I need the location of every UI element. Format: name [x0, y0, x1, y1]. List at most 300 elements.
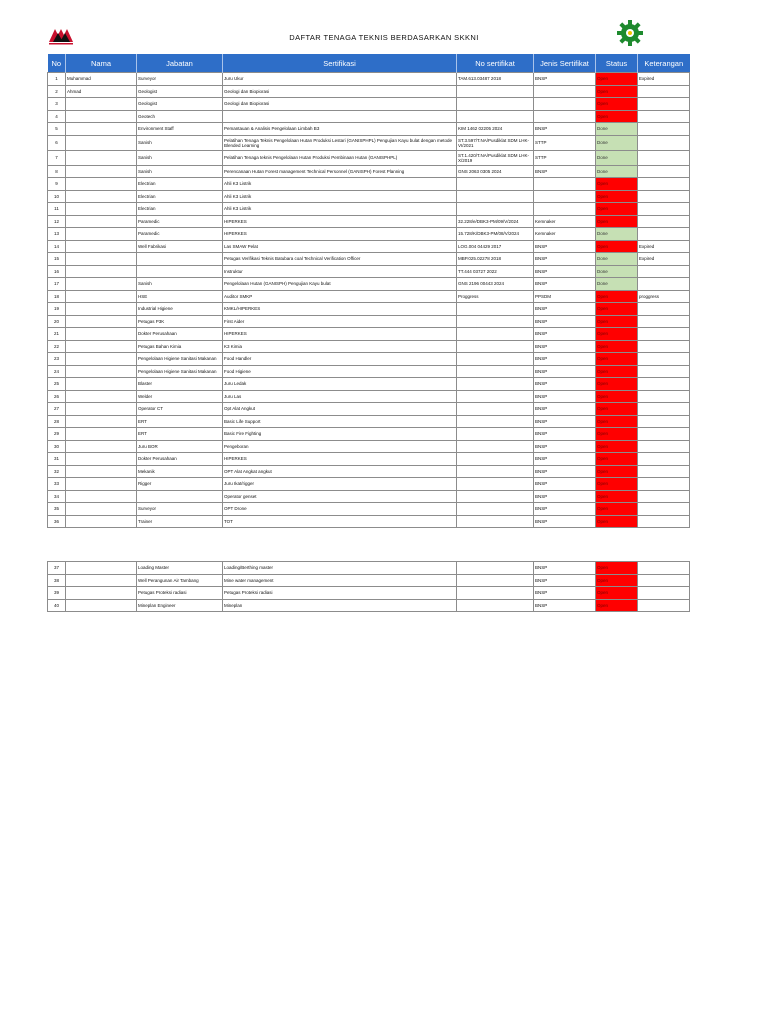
table-row	[48, 587, 690, 600]
cell-status: Done	[596, 165, 638, 178]
cell-keterangan: Expired	[638, 253, 690, 266]
cell-status: Open	[596, 365, 638, 378]
cell-sertifikasi: Geologi dan Biopiorasi	[223, 98, 457, 111]
cell-status: Open	[596, 599, 638, 612]
cell-nama	[66, 428, 137, 441]
cell-keterangan	[638, 574, 690, 587]
cell-jabatan: Dokter Perusahaan	[137, 328, 223, 341]
table-row	[48, 562, 690, 575]
cell-no: 21	[48, 328, 66, 341]
cell-no-sertifikat	[457, 465, 534, 478]
cell-nama	[66, 215, 137, 228]
cell-no-sertifikat	[457, 599, 534, 612]
cell-no-sertifikat: ST.1.420/T.NA/Pusdiklat SDM LHK-X/2019	[457, 150, 534, 165]
cell-no-sertifikat: ST.3.597/T.NA/Pusdiklat SDM LHK-VI/2021	[457, 135, 534, 150]
cell-sertifikasi: First Aider	[223, 315, 457, 328]
cell-keterangan	[638, 340, 690, 353]
table-row	[48, 178, 690, 191]
cell-keterangan	[638, 190, 690, 203]
cell-no-sertifikat	[457, 428, 534, 441]
cell-jabatan: Pengelolaan Higiene Sanitasi Makanan	[137, 353, 223, 366]
cell-jabatan: Paramedic	[137, 215, 223, 228]
tenaga-teknis-table	[47, 54, 690, 528]
cell-no-sertifikat	[457, 574, 534, 587]
cell-jenis-sertifikat	[534, 203, 596, 216]
cell-sertifikasi: Opt Alat Angkut	[223, 403, 457, 416]
cell-jenis-sertifikat: BNSP	[534, 73, 596, 86]
cell-keterangan	[638, 328, 690, 341]
cell-status: Open	[596, 415, 638, 428]
cell-no-sertifikat: GNS 2063 0305 2024	[457, 165, 534, 178]
cell-no-sertifikat	[457, 315, 534, 328]
cell-nama	[66, 98, 137, 111]
cell-status: Open	[596, 203, 638, 216]
cell-jenis-sertifikat: BNSP	[534, 315, 596, 328]
cell-no: 13	[48, 228, 66, 241]
header-sertifikasi: Sertifikasi	[223, 54, 457, 73]
cell-sertifikasi: Las SMAW Pelat	[223, 240, 457, 253]
cell-jabatan: Operator CT	[137, 403, 223, 416]
cell-sertifikasi: Pengelolaan Hutan (GANISPH) Pengujian Kayu bulat	[223, 278, 457, 291]
cell-nama	[66, 440, 137, 453]
cell-status: Open	[596, 503, 638, 516]
table-row	[48, 465, 690, 478]
cell-keterangan	[638, 303, 690, 316]
cell-jabatan: Mineplan Engineer	[137, 599, 223, 612]
cell-jabatan: Petugas Proteksi radiasi	[137, 587, 223, 600]
table-row	[48, 265, 690, 278]
table-row	[48, 278, 690, 291]
cell-status: Open	[596, 215, 638, 228]
cell-nama	[66, 503, 137, 516]
cell-sertifikasi: Mine water management	[223, 574, 457, 587]
cell-no-sertifikat: LOG.004 04429 2017	[457, 240, 534, 253]
cell-nama	[66, 328, 137, 341]
cell-no: 33	[48, 478, 66, 491]
cell-nama: Ahmad	[66, 85, 137, 98]
cell-no: 1	[48, 73, 66, 86]
cell-jabatan: ERT	[137, 428, 223, 441]
header-jabatan: Jabatan	[137, 54, 223, 73]
cell-no-sertifikat	[457, 587, 534, 600]
cell-no: 12	[48, 215, 66, 228]
cell-sertifikasi: Operator genset	[223, 490, 457, 503]
cell-no: 35	[48, 503, 66, 516]
cell-jenis-sertifikat: BNSP	[534, 503, 596, 516]
cell-status: Open	[596, 587, 638, 600]
cell-nama	[66, 228, 137, 241]
cell-sertifikasi: Mineplan	[223, 599, 457, 612]
cell-sertifikasi: Juru Ledak	[223, 378, 457, 391]
cell-nama	[66, 378, 137, 391]
cell-nama	[66, 278, 137, 291]
cell-status: Open	[596, 290, 638, 303]
table-row	[48, 403, 690, 416]
cell-nama	[66, 465, 137, 478]
cell-jenis-sertifikat: BNSP	[534, 440, 596, 453]
cell-nama	[66, 135, 137, 150]
table-row	[48, 240, 690, 253]
cell-nama	[66, 365, 137, 378]
cell-jenis-sertifikat: Kemnaker	[534, 228, 596, 241]
cell-jenis-sertifikat: BNSP	[534, 278, 596, 291]
cell-no: 32	[48, 465, 66, 478]
cell-jabatan: Industrial Higiene	[137, 303, 223, 316]
table-row	[48, 290, 690, 303]
cell-no-sertifikat	[457, 190, 534, 203]
cell-keterangan: proggress	[638, 290, 690, 303]
cell-jabatan: Sanish	[137, 165, 223, 178]
cell-status: Open	[596, 490, 638, 503]
cell-nama	[66, 315, 137, 328]
cell-jenis-sertifikat: BNSP	[534, 428, 596, 441]
cell-jabatan: Sanish	[137, 150, 223, 165]
cell-jabatan: Blaster	[137, 378, 223, 391]
cell-sertifikasi: TOT	[223, 515, 457, 528]
cell-no: 22	[48, 340, 66, 353]
cell-no: 18	[48, 290, 66, 303]
table-row	[48, 515, 690, 528]
cell-jenis-sertifikat: BNSP	[534, 165, 596, 178]
cell-no: 23	[48, 353, 66, 366]
cell-jabatan: Petugas Bahan Kimia	[137, 340, 223, 353]
cell-jenis-sertifikat: BNSP	[534, 303, 596, 316]
cell-jenis-sertifikat: BNSP	[534, 465, 596, 478]
cell-jenis-sertifikat	[534, 190, 596, 203]
cell-jabatan: Environment Staff	[137, 123, 223, 136]
header-status: Status	[596, 54, 638, 73]
cell-no: 31	[48, 453, 66, 466]
cell-sertifikasi: KMKL/HIPERKES	[223, 303, 457, 316]
cell-status: Done	[596, 278, 638, 291]
cell-jabatan: ERT	[137, 415, 223, 428]
cell-nama: Muhammad	[66, 73, 137, 86]
table-row	[48, 228, 690, 241]
cell-keterangan	[638, 150, 690, 165]
cell-nama	[66, 562, 137, 575]
cell-status: Open	[596, 98, 638, 111]
cell-keterangan	[638, 178, 690, 191]
cell-no: 3	[48, 98, 66, 111]
cell-no-sertifikat: 15.728/K/DBK3-PM/08/V/2024	[457, 228, 534, 241]
cell-sertifikasi: Ahli K3 Listrik	[223, 190, 457, 203]
table-row	[48, 390, 690, 403]
cell-no-sertifikat: TAM.613.03487 2018	[457, 73, 534, 86]
cell-status: Open	[596, 178, 638, 191]
cell-status: Open	[596, 328, 638, 341]
table-row	[48, 328, 690, 341]
cell-jenis-sertifikat	[534, 110, 596, 123]
cell-no: 37	[48, 562, 66, 575]
cell-sertifikasi: Instruktur	[223, 265, 457, 278]
table-row	[48, 574, 690, 587]
cell-no: 29	[48, 428, 66, 441]
table-row	[48, 135, 690, 150]
cell-no-sertifikat: GNS 2196 00443 2024	[457, 278, 534, 291]
cell-no: 26	[48, 390, 66, 403]
cell-status: Done	[596, 135, 638, 150]
cell-jabatan: Sanish	[137, 135, 223, 150]
cell-jenis-sertifikat: Kemnaker	[534, 215, 596, 228]
cell-nama	[66, 290, 137, 303]
cell-keterangan	[638, 599, 690, 612]
cell-keterangan	[638, 587, 690, 600]
cell-no-sertifikat	[457, 390, 534, 403]
cell-jabatan: Geotech	[137, 110, 223, 123]
cell-no-sertifikat	[457, 85, 534, 98]
cell-no-sertifikat	[457, 303, 534, 316]
cell-jenis-sertifikat: BNSP	[534, 453, 596, 466]
cell-nama	[66, 265, 137, 278]
cell-sertifikasi: Perencanaan Hutan Forest management Technical Personnel (GANISPH) Forest Planning	[223, 165, 457, 178]
cell-status: Done	[596, 265, 638, 278]
table-row	[48, 165, 690, 178]
cell-keterangan	[638, 503, 690, 516]
cell-no: 4	[48, 110, 66, 123]
cell-nama	[66, 353, 137, 366]
cell-jenis-sertifikat: BNSP	[534, 378, 596, 391]
cell-jabatan: Paramedic	[137, 228, 223, 241]
cell-no-sertifikat	[457, 490, 534, 503]
cell-sertifikasi: HIPERKES	[223, 228, 457, 241]
cell-no-sertifikat	[457, 110, 534, 123]
cell-no: 8	[48, 165, 66, 178]
cell-sertifikasi: OPT Alat Angkat angkut	[223, 465, 457, 478]
page-title: DAFTAR TENAGA TEKNIS BERDASARKAN SKKNI	[289, 33, 479, 42]
cell-status: Open	[596, 378, 638, 391]
cell-keterangan	[638, 378, 690, 391]
cell-jabatan: HSE	[137, 290, 223, 303]
cell-no-sertifikat	[457, 98, 534, 111]
header-no-sertifikat: No sertifikat	[457, 54, 534, 73]
cell-sertifikasi: Pelatihan Tenaga teknis Pengelolaan Hutan Produksi Pembinaan Hutan (GANISPHPL)	[223, 150, 457, 165]
cell-jenis-sertifikat: PPSDM	[534, 290, 596, 303]
cell-jenis-sertifikat: BNSP	[534, 240, 596, 253]
cell-sertifikasi: Ahli K3 Listrik	[223, 203, 457, 216]
cell-jabatan: Surveyor	[137, 503, 223, 516]
cell-sertifikasi: Auditor SMKP	[223, 290, 457, 303]
cell-sertifikasi: Juru Ikat/rigger	[223, 478, 457, 491]
cell-status: Open	[596, 340, 638, 353]
cell-jenis-sertifikat: BNSP	[534, 340, 596, 353]
cell-status: Open	[596, 73, 638, 86]
cell-no-sertifikat: MBP.025.02278 2018	[457, 253, 534, 266]
table-row	[48, 340, 690, 353]
cell-status: Open	[596, 303, 638, 316]
cell-jabatan: Well Fabrikasi	[137, 240, 223, 253]
cell-jenis-sertifikat	[534, 85, 596, 98]
cell-jenis-sertifikat: BNSP	[534, 390, 596, 403]
cell-keterangan	[638, 228, 690, 241]
cell-sertifikasi: HIPERKES	[223, 215, 457, 228]
cell-status: Open	[596, 453, 638, 466]
cell-keterangan	[638, 315, 690, 328]
cell-keterangan	[638, 403, 690, 416]
cell-no: 14	[48, 240, 66, 253]
table-row	[48, 110, 690, 123]
cell-nama	[66, 574, 137, 587]
table-row	[48, 315, 690, 328]
gear-icon	[616, 19, 644, 47]
cell-status: Done	[596, 253, 638, 266]
cell-status: Done	[596, 228, 638, 241]
table-row	[48, 203, 690, 216]
header-no: No	[48, 54, 66, 73]
cell-status: Done	[596, 150, 638, 165]
cell-jenis-sertifikat: BNSP	[534, 562, 596, 575]
cell-jabatan	[137, 490, 223, 503]
cell-jenis-sertifikat	[534, 98, 596, 111]
cell-jenis-sertifikat: BNSP	[534, 253, 596, 266]
cell-jabatan: Pengelolaan Higiene Sanitasi Makanan	[137, 365, 223, 378]
cell-status: Open	[596, 562, 638, 575]
table-row	[48, 378, 690, 391]
cell-sertifikasi: Ahli K3 Listrik	[223, 178, 457, 191]
cell-keterangan	[638, 278, 690, 291]
cell-keterangan	[638, 453, 690, 466]
cell-jabatan: Mekanik	[137, 465, 223, 478]
cell-sertifikasi: Pemantauan & Analisis Pengelolaan Limbah B3	[223, 123, 457, 136]
cell-no-sertifikat	[457, 340, 534, 353]
cell-sertifikasi: Petugas Proteksi radiasi	[223, 587, 457, 600]
cell-keterangan: Expired	[638, 240, 690, 253]
cell-jabatan	[137, 253, 223, 266]
cell-no: 16	[48, 265, 66, 278]
cell-keterangan	[638, 478, 690, 491]
cell-nama	[66, 403, 137, 416]
cell-no-sertifikat	[457, 353, 534, 366]
cell-jabatan: Dokter Perusahaan	[137, 453, 223, 466]
table-row	[48, 73, 690, 86]
cell-nama	[66, 453, 137, 466]
cell-sertifikasi: Juru Las	[223, 390, 457, 403]
cell-jenis-sertifikat: BNSP	[534, 123, 596, 136]
cell-sertifikasi: Pengeboran	[223, 440, 457, 453]
cell-no-sertifikat: Proggress	[457, 290, 534, 303]
cell-jenis-sertifikat: BNSP	[534, 265, 596, 278]
cell-nama	[66, 340, 137, 353]
cell-nama	[66, 599, 137, 612]
cell-jabatan: Sanish	[137, 278, 223, 291]
cell-jabatan: Geologist	[137, 98, 223, 111]
cell-sertifikasi	[223, 110, 457, 123]
cell-keterangan: Expired	[638, 73, 690, 86]
cell-status: Open	[596, 403, 638, 416]
cell-no: 2	[48, 85, 66, 98]
cell-nama	[66, 123, 137, 136]
cell-sertifikasi: HIPERKES	[223, 453, 457, 466]
cell-nama	[66, 253, 137, 266]
cell-status: Done	[596, 123, 638, 136]
table-row	[48, 190, 690, 203]
cell-jenis-sertifikat: BNSP	[534, 415, 596, 428]
cell-no-sertifikat	[457, 440, 534, 453]
cell-no-sertifikat	[457, 453, 534, 466]
cell-jenis-sertifikat: BNSP	[534, 478, 596, 491]
cell-status: Open	[596, 574, 638, 587]
table-row	[48, 253, 690, 266]
cell-sertifikasi: Juru Ukur	[223, 73, 457, 86]
cell-no-sertifikat	[457, 178, 534, 191]
cell-jabatan: Well Perangunan Air Tambang	[137, 574, 223, 587]
cell-no: 15	[48, 253, 66, 266]
cell-jabatan: Welder	[137, 390, 223, 403]
cell-no: 7	[48, 150, 66, 165]
cell-keterangan	[638, 110, 690, 123]
cell-jabatan: Geologist	[137, 85, 223, 98]
cell-sertifikasi: Petugas Verifikasi Teknis Batubara coal Technical Verification Officer	[223, 253, 457, 266]
cell-jabatan: Surveyor	[137, 73, 223, 86]
cell-jabatan: Petugas P3K	[137, 315, 223, 328]
cell-keterangan	[638, 85, 690, 98]
cell-no-sertifikat	[457, 328, 534, 341]
cell-no-sertifikat	[457, 415, 534, 428]
cell-no: 10	[48, 190, 66, 203]
header-keterangan: Keterangan	[638, 54, 690, 73]
cell-no: 28	[48, 415, 66, 428]
cell-no-sertifikat	[457, 503, 534, 516]
table-row	[48, 415, 690, 428]
cell-status: Open	[596, 190, 638, 203]
cell-nama	[66, 203, 137, 216]
cell-no: 19	[48, 303, 66, 316]
cell-status: Open	[596, 110, 638, 123]
cell-no: 38	[48, 574, 66, 587]
cell-keterangan	[638, 365, 690, 378]
cell-jenis-sertifikat: BNSP	[534, 599, 596, 612]
cell-jenis-sertifikat: BNSP	[534, 365, 596, 378]
cell-sertifikasi: HIPERKES	[223, 328, 457, 341]
cell-jabatan: Electrian	[137, 178, 223, 191]
cell-jenis-sertifikat: STTP	[534, 135, 596, 150]
cell-keterangan	[638, 123, 690, 136]
table-body-continued	[48, 562, 690, 612]
cell-sertifikasi: Food Higiene	[223, 365, 457, 378]
cell-sertifikasi: OPT Drone	[223, 503, 457, 516]
cell-jenis-sertifikat: BNSP	[534, 587, 596, 600]
cell-no: 39	[48, 587, 66, 600]
tenaga-teknis-table-continued	[47, 561, 690, 612]
cell-sertifikasi: Basic Life Support	[223, 415, 457, 428]
cell-nama	[66, 415, 137, 428]
cell-status: Open	[596, 465, 638, 478]
cell-no: 5	[48, 123, 66, 136]
cell-nama	[66, 490, 137, 503]
cell-no-sertifikat	[457, 365, 534, 378]
cell-keterangan	[638, 428, 690, 441]
cell-jabatan: Trainer	[137, 515, 223, 528]
cell-jenis-sertifikat: BNSP	[534, 353, 596, 366]
cell-jenis-sertifikat: BNSP	[534, 328, 596, 341]
cell-keterangan	[638, 515, 690, 528]
cell-keterangan	[638, 562, 690, 575]
cell-no: 9	[48, 178, 66, 191]
cell-status: Open	[596, 353, 638, 366]
cell-nama	[66, 515, 137, 528]
cell-nama	[66, 240, 137, 253]
cell-no-sertifikat: TT.444 03727 2022	[457, 265, 534, 278]
cell-nama	[66, 178, 137, 191]
cell-jabatan: Electrian	[137, 190, 223, 203]
table-row	[48, 85, 690, 98]
cell-jabatan: Electrian	[137, 203, 223, 216]
cell-nama	[66, 587, 137, 600]
cell-no: 25	[48, 378, 66, 391]
cell-nama	[66, 478, 137, 491]
table-row	[48, 215, 690, 228]
cell-no: 30	[48, 440, 66, 453]
cell-status: Open	[596, 390, 638, 403]
